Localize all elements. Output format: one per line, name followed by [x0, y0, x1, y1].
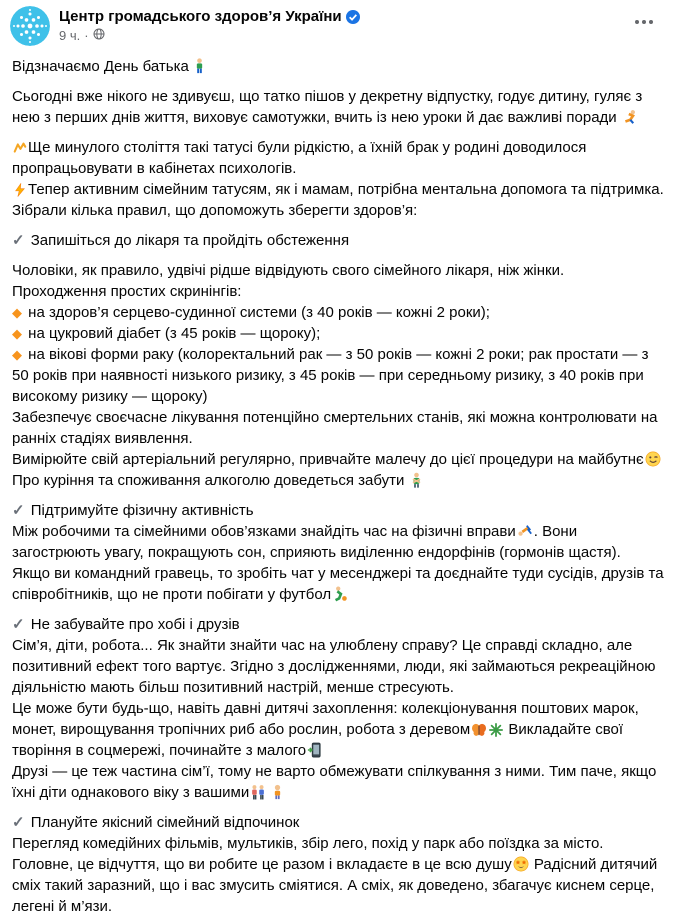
two-men-emoji [250, 784, 266, 803]
post-paragraph: ✓ Підтримуйте фізичну активність Між робочими та сімейними обов’язками знайдіть час на фізичні вправи . Вони загострюють увагу, покращують сон, сприяють виділенню ендорфінів (гормонів щастя). Якщо ви командний гравець, то зробіть чат у месенджері та доєднайте туди сусідів, друзів та співробітників, що не проти побігати у футбол [12, 502, 664, 603]
butterfly-emoji [471, 723, 487, 740]
globe-icon [93, 28, 105, 44]
mobile-phone-arrow-emoji [307, 742, 321, 761]
post-paragraph: Відзначаємо День батька [12, 56, 665, 77]
orange-diamond-emoji: ◆ [12, 305, 22, 320]
header-meta [59, 6, 360, 44]
person-cartwheeling-emoji [517, 523, 533, 542]
post-body [0, 48, 677, 917]
child-emoji [272, 784, 283, 803]
green-sparkle-emoji [489, 723, 503, 740]
zigzag-mark-emoji [13, 141, 27, 158]
check-mark-emoji: ✓ [12, 232, 25, 249]
timestamp[interactable]: 9 ч. [59, 28, 81, 43]
man-standing-emoji [194, 58, 205, 77]
star-struck-face-emoji [513, 856, 529, 875]
verified-badge-icon [346, 10, 360, 24]
page-logo-icon [10, 6, 50, 46]
avatar[interactable] [10, 6, 50, 46]
person-with-ball-emoji [332, 586, 348, 605]
check-mark-emoji: ✓ [12, 814, 25, 831]
post-paragraph: Чоловіки, як правило, удвічі рідше відвідують свого сімейного лікаря, ніж жінки. Проходження простих скринінгів: ◆ на здоров’я серцево-судинної системи (з 40 років — кожні 2 роки); ◆ на цукровий діабет (з 45 років — щороку); ◆ на вікові форми раку (колоректальний рак — з 50 років — кожні 2 роки; рак простати — з 50 років при наявності низького ризику, з 45 років — при середньому ризику, з 40 років при високому ризику — щороку) Забезпечує своєчасне лікування потенційно смертельних станів, які можна контролювати на ранніх стадіях виявлення. Вимірюйте свій артеріальний регулярно, привчайте малечу до цієї процедури на майбутнє Про куріння та споживання алкоголю доведеться забути [12, 260, 665, 491]
post-paragraph: Ще минулого століття такі татусі були рідкістю, а їхній брак у родині доводилося пропрацьовувати в кабінетах психологів. Тепер активним сімейним татусям, як і мамам, потрібна ментальна допомога та підтримка. Зібрали кілька правил, що допоможуть зберегти здоров’я: [12, 139, 664, 219]
post-paragraph: ✓ Плануйте якісний сімейний відпочинок Перегляд комедійних фільмів, мультиків, збір лего, похід у парк або поїздка за місто. Головне, це відчуття, що ви робите це разом і вкладаєте в це всю душу Радісний дитячий сміх такий заразний, що і вас змусить сміятися. А сміх, як доведено, збагачує киснем серце, легені й м’язи. [12, 814, 658, 915]
winking-face-emoji [645, 451, 661, 470]
post-paragraph: ✓ Запишіться до лікаря та пройдіть обстеження [12, 232, 350, 249]
man-gesturing-no-emoji [410, 472, 423, 491]
orange-diamond-emoji: ◆ [12, 347, 22, 362]
lightning-bolt-emoji [13, 183, 27, 200]
page-name[interactable]: Центр громадського здоров’я України [59, 8, 342, 25]
post-header [0, 0, 677, 48]
more-options-button[interactable] [631, 16, 657, 28]
person-running-emoji [622, 109, 638, 128]
post-paragraph: Сьогодні вже нікого не здивуєш, що татко пішов у декретну відпустку, годує дитину, гуляє з нею з перших днів життя, виховує самотужки, вчить із нею уроки й дає важливі поради [12, 88, 643, 126]
check-mark-emoji: ✓ [12, 502, 25, 519]
post-paragraph: ✓ Не забувайте про хобі і друзів Сім’я, діти, робота... Як знайти знайти час на улюблену справу? Це справді складно, але позитивний ефект того вартує. Згідно з дослідженнями, люди, які займаються рекреаційною діяльністю мають більш позитивний настрій, менше стресують. Це може бути будь-що, навіть давні дитячі захоплення: колекціонування поштових марок, монет, вирощування тропічних риб або рослин, робота з деревом Викладайте свої творіння в соцмережі, починайте з малого Друзі — це теж частина сім’ї, тому не варто обмежувати спілкування з ними. Тим паче, якщо їхні діти однакового віку з вашими [12, 616, 657, 801]
orange-diamond-emoji: ◆ [12, 326, 22, 341]
check-mark-emoji: ✓ [12, 616, 25, 633]
separator-dot: · [84, 28, 89, 43]
